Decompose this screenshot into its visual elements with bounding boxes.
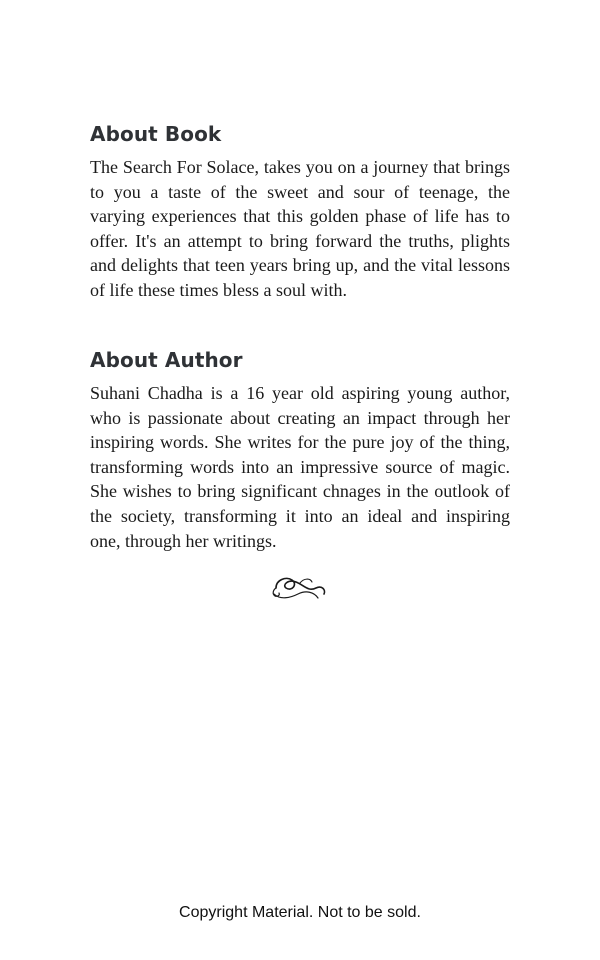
about-book-section bbox=[90, 119, 510, 303]
flourish-icon bbox=[270, 570, 330, 604]
about-author-section bbox=[90, 345, 510, 553]
copyright-notice: Copyright Material. Not to be sold. bbox=[179, 904, 421, 921]
about-book-heading: About Book bbox=[90, 122, 222, 146]
about-author-text: Suhani Chadha is a 16 year old aspiring young author, who is passionate about creating an impact through her inspiring words. She writes for the pure joy of the thing, transforming words into an impressive source of magic. She wishes to bring significant chnages in the outlook of the society, transforming it into an ideal and inspiring one, through her writings. bbox=[90, 383, 510, 551]
about-author-heading: About Author bbox=[90, 348, 243, 372]
about-book-text: The Search For Solace, takes you on a journey that brings to you a taste of the sweet and sour of teenage, the varying experiences that this golden phase of life has to offer. It's an attempt to bring forward the truths, plights and delights that teen years bring up, and the vital lessons of life these times bless a soul with. bbox=[90, 157, 510, 300]
